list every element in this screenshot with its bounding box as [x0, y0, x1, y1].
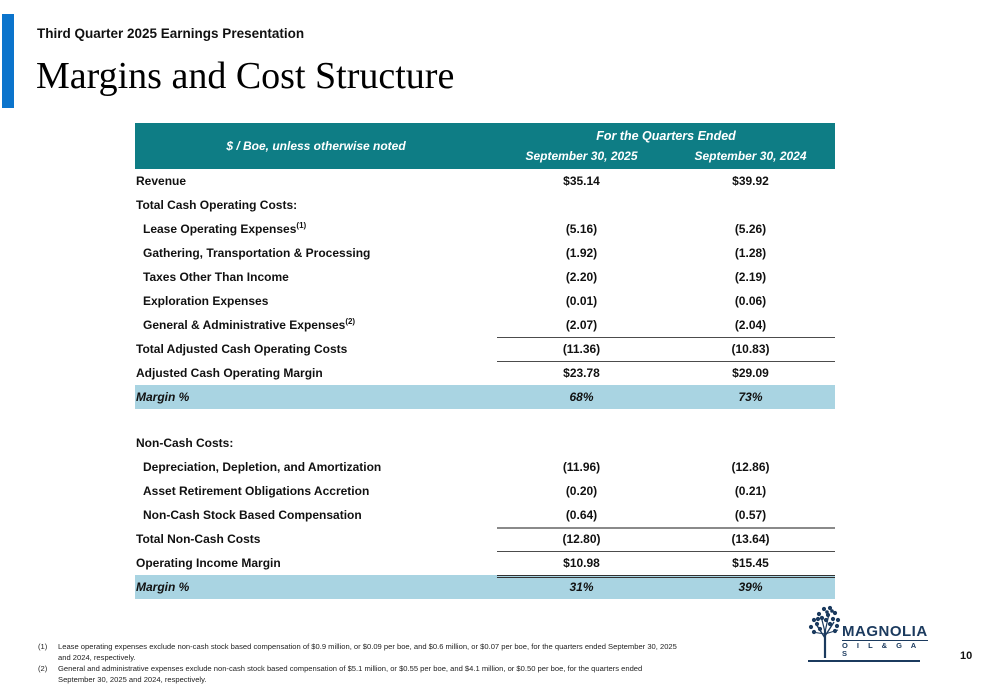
- value-2025: (0.20): [565, 484, 598, 498]
- value-2024: $29.09: [732, 366, 769, 380]
- period-header: For the Quarters Ended: [596, 129, 736, 143]
- logo-baseline: [808, 660, 920, 662]
- row-label: Taxes Other Than Income: [143, 270, 289, 284]
- table-row-operating-income-margin: [135, 551, 835, 575]
- table-row-revenue: [135, 169, 835, 193]
- value-2025: (11.96): [562, 460, 601, 474]
- column-header-2024: September 30, 2024: [694, 149, 807, 163]
- footnote-1: [38, 641, 678, 663]
- value-2025: (2.07): [565, 318, 598, 332]
- value-2025: (5.16): [565, 222, 598, 236]
- value-2024: (12.86): [731, 460, 770, 474]
- table-row-section-cash-costs: [135, 193, 835, 217]
- footnotes: [38, 641, 678, 685]
- row-label: Lease Operating Expenses: [143, 222, 297, 236]
- unit-label: $ / Boe, unless otherwise noted: [226, 139, 406, 153]
- row-label: Margin %: [136, 580, 190, 594]
- footnote-ref-2: (2): [345, 317, 356, 326]
- value-2024: 73%: [738, 390, 763, 404]
- table-row-adjusted-cash-operating-margin: [135, 361, 835, 385]
- row-label: Non-Cash Stock Based Compensation: [143, 508, 362, 522]
- table-row-lease-operating-expenses: [135, 217, 835, 241]
- value-2025: $35.14: [563, 174, 600, 188]
- footnote-text: Lease operating expenses exclude non-cash stock based compensation of $0.9 million, or $0.09 per boe, and $0.6 million, or $0.07 per boe, for the quarters ended September 30, 2025 and 2024, respectively.: [58, 642, 677, 662]
- row-label: Exploration Expenses: [143, 294, 269, 308]
- value-2024: (13.64): [731, 532, 770, 546]
- value-2025: [497, 431, 666, 455]
- value-2025: (12.80): [562, 532, 601, 546]
- table-row-taxes-other: [135, 265, 835, 289]
- value-2025: (1.92): [565, 246, 598, 260]
- footnote-ref-1: (1): [296, 221, 307, 230]
- table-row-stock-compensation: [135, 503, 835, 527]
- value-2024: $39.92: [732, 174, 769, 188]
- value-2025: (11.36): [562, 342, 601, 356]
- row-label: General & Administrative Expenses: [143, 318, 346, 332]
- row-label: Non-Cash Costs:: [136, 436, 234, 450]
- magnolia-logo: [808, 602, 928, 664]
- margins-cost-table: [135, 123, 835, 599]
- table-row-aro-accretion: [135, 479, 835, 503]
- value-2025: (2.20): [565, 270, 598, 284]
- value-2024: (0.57): [734, 508, 767, 522]
- row-label: Asset Retirement Obligations Accretion: [143, 484, 370, 498]
- table-row-gathering-transportation: [135, 241, 835, 265]
- value-2024: (2.04): [734, 318, 767, 332]
- row-label: Total Adjusted Cash Operating Costs: [136, 342, 348, 356]
- table-row-cash-margin-percent: [135, 385, 835, 409]
- value-2025: (0.64): [565, 508, 598, 522]
- value-2025: 31%: [569, 580, 594, 594]
- row-label: Operating Income Margin: [136, 556, 281, 570]
- value-2024: [666, 431, 835, 455]
- value-2024: 39%: [738, 580, 763, 594]
- page-title: Margins and Cost Structure: [36, 55, 455, 97]
- footnote-marker: (2): [38, 664, 48, 673]
- footnote-text: General and administrative expenses exclude non-cash stock based compensation of $5.1 million, or $0.55 per boe, and $4.1 million, or $0.50 per boe, for the quarters ended September 30, 2025 and 2024, respectively.: [58, 664, 643, 684]
- logo-company-name: MAGNOLIA: [842, 623, 928, 640]
- row-label: Total Non-Cash Costs: [136, 532, 261, 546]
- row-label: Revenue: [136, 174, 187, 188]
- magnolia-tree-icon: [808, 602, 842, 660]
- row-label: Adjusted Cash Operating Margin: [136, 366, 323, 380]
- section-spacer: [135, 409, 835, 431]
- row-label: Total Cash Operating Costs:: [136, 198, 298, 212]
- table-row-section-noncash-costs: [135, 431, 835, 455]
- table-row-general-administrative: [135, 313, 835, 337]
- slide-kicker: Third Quarter 2025 Earnings Presentation: [37, 26, 305, 41]
- row-label: Margin %: [136, 390, 190, 404]
- table-row-total-adjusted-cash-costs: [135, 337, 835, 361]
- value-2024: (1.28): [734, 246, 767, 260]
- table-row-exploration-expenses: [135, 289, 835, 313]
- value-2025: 68%: [569, 390, 594, 404]
- footnote-2: [38, 663, 678, 685]
- table-header: [135, 123, 835, 169]
- logo-subtitle: O I L & G A S: [842, 641, 920, 658]
- footnote-marker: (1): [38, 642, 48, 651]
- column-header-2025: September 30, 2025: [525, 149, 638, 163]
- value-2025: $23.78: [563, 366, 600, 380]
- period-header-block: [497, 123, 835, 169]
- value-2025: $10.98: [563, 556, 600, 570]
- value-2025: [497, 193, 666, 217]
- accent-bar: [2, 14, 14, 108]
- value-2024: (2.19): [734, 270, 767, 284]
- table-row-dda: [135, 455, 835, 479]
- row-label: Depreciation, Depletion, and Amortization: [143, 460, 382, 474]
- value-2025: (0.01): [565, 294, 598, 308]
- value-2024: (0.21): [734, 484, 767, 498]
- page-number: 10: [960, 650, 973, 662]
- value-2024: (0.06): [734, 294, 767, 308]
- value-2024: [666, 193, 835, 217]
- value-2024: (10.83): [731, 342, 770, 356]
- table-row-total-noncash-costs: [135, 527, 835, 551]
- value-2024: $15.45: [732, 556, 769, 570]
- table-row-operating-margin-percent: [135, 575, 835, 599]
- value-2024: (5.26): [734, 222, 767, 236]
- row-label: Gathering, Transportation & Processing: [143, 246, 371, 260]
